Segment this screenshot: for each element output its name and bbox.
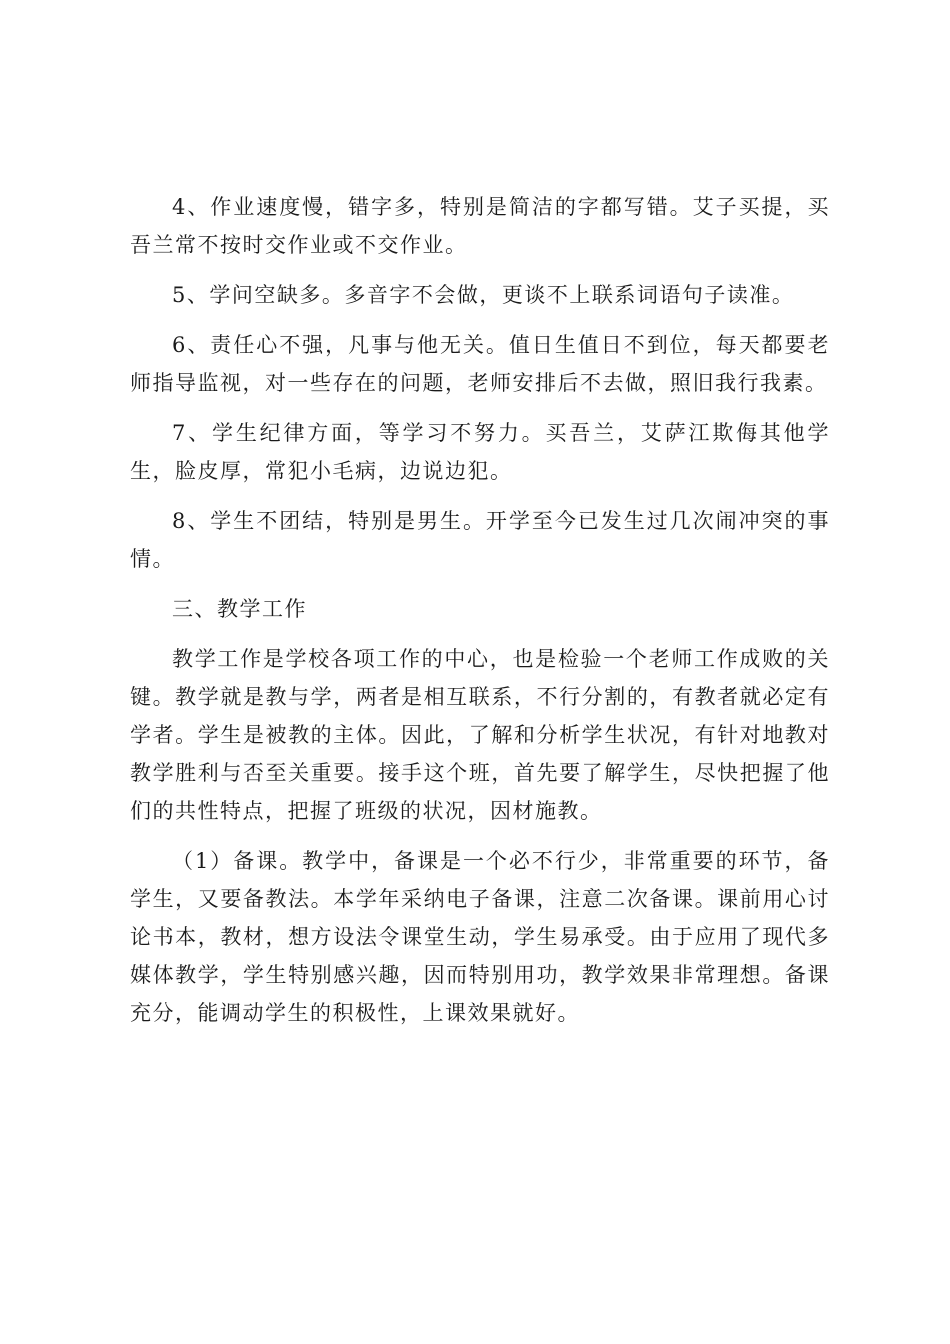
paragraph-teaching-intro: 教学工作是学校各项工作的中心，也是检验一个老师工作成败的关键。教学就是教与学，两者是相互联系，不行分割的，有教者就必定有学者。学生是被教的主体。因此，了解和分析学生状况，有针对地教对教学胜利与否至关重要。接手这个班，首先要了解学生，尽快把握了他们的共性特点，把握了班级的状况，因材施教。 (130, 647, 830, 823)
paragraph-item-5: 5、学问空缺多。多音字不会做，更谈不上联系词语句子读准。 (172, 283, 795, 307)
paragraph-item-6: 6、责任心不强，凡事与他无关。值日生值日不到位，每天都要老师指导监视，对一些存在的问题，老师安排后不去做，照旧我行我素。 (130, 333, 830, 395)
paragraph-item-7: 7、学生纪律方面，等学习不努力。买吾兰，艾萨江欺侮其他学生，脸皮厚，常犯小毛病，边说边犯。 (130, 421, 830, 483)
paragraph-item-8: 8、学生不团结，特别是男生。开学至今已发生过几次闹冲突的事情。 (130, 509, 830, 571)
paragraph-item-4: 4、作业速度慢，错字多，特别是简洁的字都写错。艾子买提，买吾兰常不按时交作业或不交作业。 (130, 195, 830, 257)
paragraph-lesson-prep: （1）备课。教学中，备课是一个必不行少，非常重要的环节，备学生，又要备教法。本学年采纳电子备课，注意二次备课。课前用心讨论书本，教材，想方设法令课堂生动，学生易承受。由于应用了现代多媒体教学，学生特别感兴趣，因而特别用功，教学效果非常理想。备课充分，能调动学生的积极性，上课效果就好。 (130, 849, 830, 1025)
section-heading: 三、教学工作 (172, 597, 307, 621)
document-page (130, 188, 830, 1044)
